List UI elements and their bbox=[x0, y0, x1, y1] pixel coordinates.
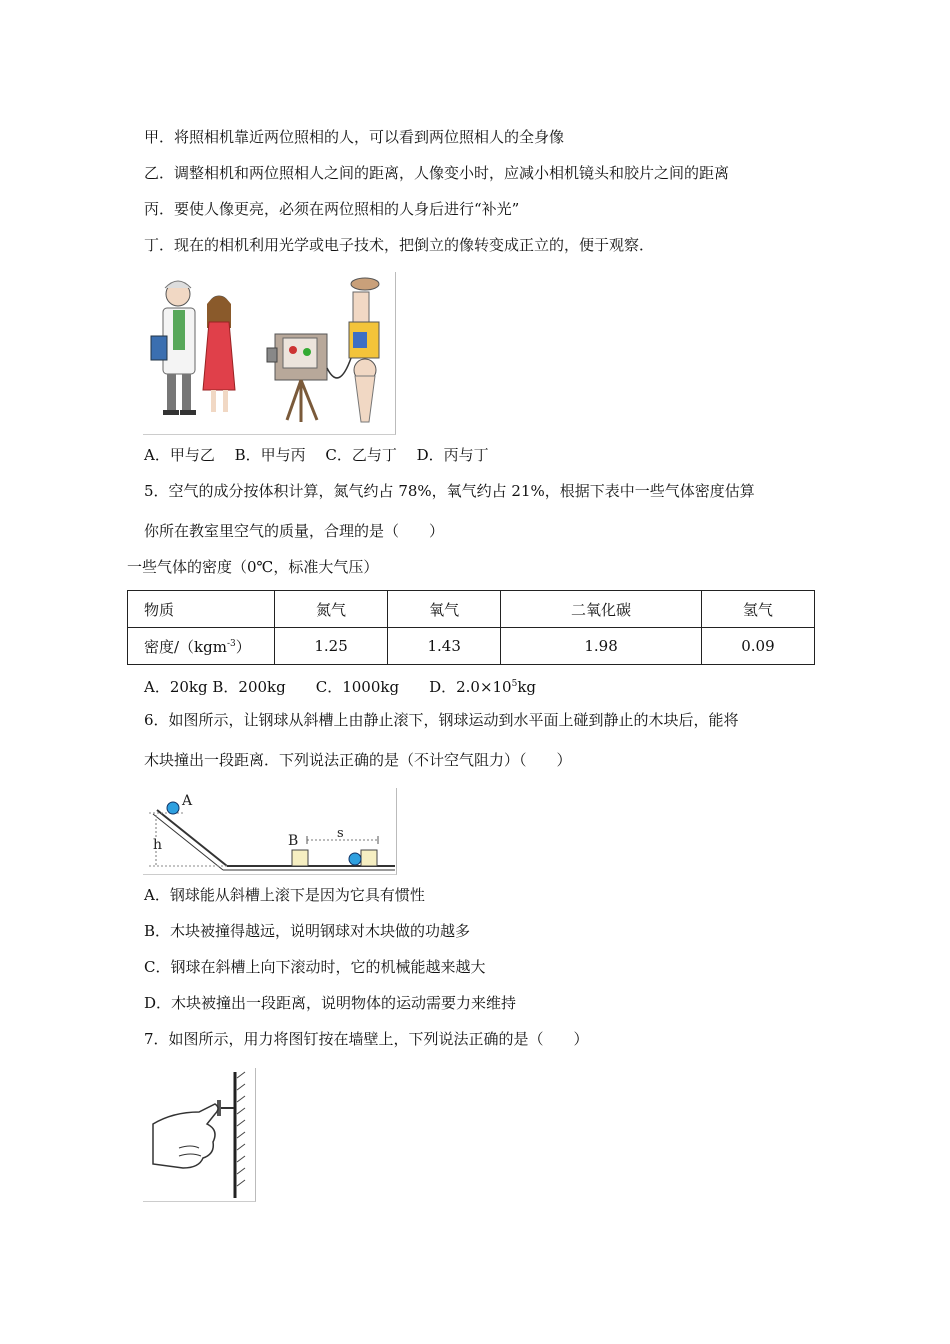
camera-illustration bbox=[143, 272, 396, 435]
label-h: h bbox=[153, 837, 163, 853]
density-oxygen: 1.43 bbox=[388, 628, 501, 665]
thumbtack-diagram-drawing bbox=[143, 1068, 255, 1201]
table-caption: 一些气体的密度（0℃，标准大气压） bbox=[127, 558, 379, 576]
table-density-row bbox=[128, 628, 815, 665]
camera-illustration-drawing bbox=[143, 272, 395, 434]
old-man-figure bbox=[151, 281, 196, 415]
header-substance: 物质 bbox=[128, 591, 275, 628]
header-hydrogen: 氢气 bbox=[701, 591, 814, 628]
density-nitrogen: 1.25 bbox=[275, 628, 388, 665]
q5-options: A．20kg B．200kg C．1000kg D．$2.0\times 10^5kg$ bbox=[144, 678, 537, 696]
q5-stem-line-1: 5．空气的成分按体积计算，氮气约占 78%，氧气约占 21%，根据下表中一些气体密度估算 bbox=[144, 482, 755, 500]
q4-options: A．甲与乙 B．甲与丙 C．乙与丁 D．丙与丁 bbox=[144, 446, 489, 464]
table-header-row bbox=[128, 591, 815, 628]
density-co2: 1.98 bbox=[501, 628, 702, 665]
q6-stem-line-2: 木块撞出一段距离．下列说法正确的是（不计空气阻力）（ ） bbox=[144, 751, 572, 769]
q4-statement-ding: 丁．现在的相机利用光学或电子技术，把倒立的像转变成正立的，便于观察． bbox=[144, 236, 655, 254]
label-a: A bbox=[182, 793, 193, 809]
q5-stem-line-2: 你所在教室里空气的质量，合理的是（ ） bbox=[144, 522, 445, 540]
q7-stem: 7．如图所示，用力将图钉按在墙壁上，下列说法正确的是（ ） bbox=[144, 1030, 589, 1048]
header-co2: 二氧化碳 bbox=[501, 591, 702, 628]
q6-option-a: A．钢球能从斜槽上滚下是因为它具有惯性 bbox=[144, 886, 425, 904]
inverted-image-figure bbox=[349, 278, 379, 422]
q6-stem-line-1: 6．如图所示，让钢球从斜槽上由静止滚下，钢球运动到水平面上碰到静止的木块后，能将 bbox=[144, 711, 739, 729]
incline-diagram-drawing bbox=[143, 788, 396, 874]
ball-a bbox=[167, 802, 179, 814]
q6-option-c: C．钢球在斜槽上向下滚动时，它的机械能越来越大 bbox=[144, 958, 486, 976]
q4-statement-yi: 乙．调整相机和两位照相人之间的距离，人像变小时，应减小相机镜头和胶片之间的距离 bbox=[144, 164, 730, 182]
camera-figure bbox=[267, 334, 351, 422]
incline-diagram bbox=[143, 788, 397, 875]
q4-statement-bing: 丙．要使人像更亮，必须在两位照相的人身后进行“补光” bbox=[144, 200, 520, 218]
density-table bbox=[127, 590, 815, 665]
label-b: B bbox=[288, 833, 299, 849]
header-oxygen: 氧气 bbox=[388, 591, 501, 628]
header-nitrogen: 氮气 bbox=[275, 591, 388, 628]
ball-bottom bbox=[349, 853, 361, 865]
row-label-density: 密度/（kgm$^{-3}$） bbox=[128, 628, 275, 665]
q6-option-b: B．木块被撞得越远，说明钢球对木块做的功越多 bbox=[144, 922, 471, 940]
thumbtack-diagram bbox=[143, 1068, 256, 1202]
q6-option-d: D．木块被撞出一段距离，说明物体的运动需要力来维持 bbox=[144, 994, 517, 1012]
girl-figure bbox=[203, 296, 235, 412]
density-hydrogen: 0.09 bbox=[701, 628, 814, 665]
q4-statement-jia: 甲．将照相机靠近两位照相的人，可以看到两位照相人的全身像 bbox=[144, 128, 565, 146]
block-moved bbox=[361, 850, 377, 866]
block-b bbox=[292, 850, 308, 866]
label-s: s bbox=[337, 826, 344, 841]
